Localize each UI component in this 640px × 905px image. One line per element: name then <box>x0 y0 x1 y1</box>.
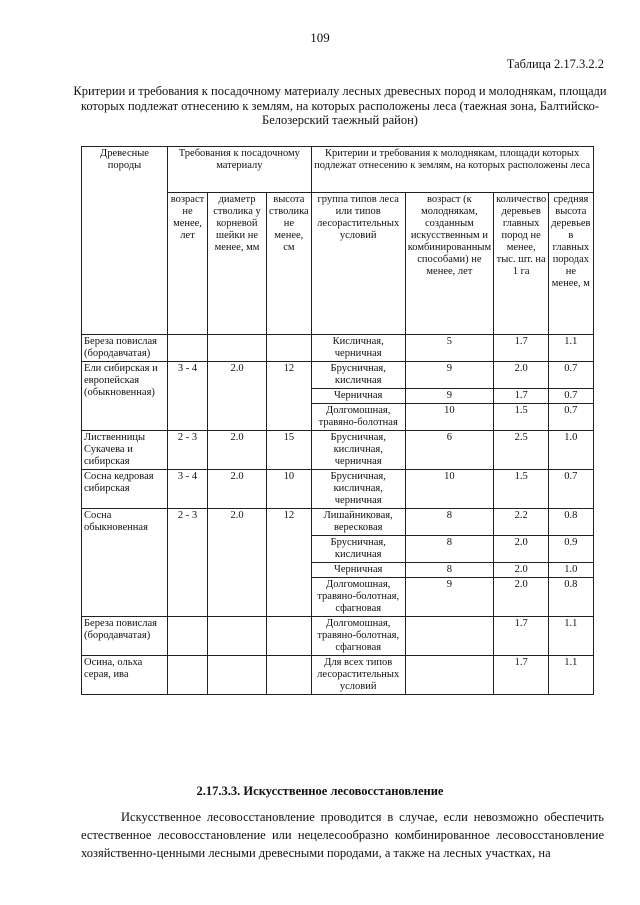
cell-diameter: 2.0 <box>208 431 267 470</box>
header-young-age: возраст (к молоднякам, созданным искусственным и комбинированным способами) не менее, лет <box>405 193 493 335</box>
cell-species: Сосна кедровая сибирская <box>82 470 168 509</box>
cell-age <box>168 617 208 656</box>
cell-forest-type: Брусничная, кисличная <box>311 362 405 389</box>
cell-avg-height: 1.1 <box>549 656 593 695</box>
cell-forest-type: Долгомошная, травяно-болотная, сфагновая <box>311 578 405 617</box>
header-young-stands: Критерии и требования к молоднякам, площади которых подлежат отнесению к землям, на которых расположены леса <box>311 147 593 193</box>
cell-avg-height: 0.9 <box>549 536 593 563</box>
header-species: Древесные породы <box>82 147 168 335</box>
cell-height <box>267 335 312 362</box>
table-row <box>82 431 594 470</box>
cell-tree-count: 1.7 <box>494 617 549 656</box>
header-forest-type: группа типов леса или типов лесорастительных условий <box>311 193 405 335</box>
cell-avg-height: 1.1 <box>549 335 593 362</box>
cell-avg-height: 1.0 <box>549 563 593 578</box>
cell-diameter <box>208 656 267 695</box>
table-row <box>82 335 594 362</box>
cell-species: Осина, ольха серая, ива <box>82 656 168 695</box>
table-caption: Критерии и требования к посадочному материалу лесных древесных пород и молоднякам, площади которых подлежат отнесению к землям, на которых расположены леса (таежная зона, Балтийско-Белозерский таежный район) <box>73 84 607 127</box>
table-number: Таблица 2.17.3.2.2 <box>506 57 604 71</box>
cell-forest-type: Брусничная, кисличная, черничная <box>311 431 405 470</box>
cell-age <box>168 656 208 695</box>
cell-tree-count: 2.0 <box>494 536 549 563</box>
header-avg-height: средняя высота деревьев в главных породах не менее, м <box>549 193 593 335</box>
cell-age <box>168 335 208 362</box>
cell-forest-type: Долгомошная, травяно-болотная <box>311 404 405 431</box>
cell-young-age: 8 <box>405 563 493 578</box>
cell-avg-height: 0.7 <box>549 470 593 509</box>
cell-young-age: 6 <box>405 431 493 470</box>
cell-tree-count: 2.5 <box>494 431 549 470</box>
cell-avg-height: 0.8 <box>549 578 593 617</box>
cell-forest-type: Для всех типов лесорастительных условий <box>311 656 405 695</box>
cell-age: 3 - 4 <box>168 362 208 431</box>
cell-avg-height: 0.7 <box>549 362 593 389</box>
cell-species: Ели сибирская и европейская (обыкновенная) <box>82 362 168 431</box>
cell-young-age: 8 <box>405 509 493 536</box>
cell-age: 3 - 4 <box>168 470 208 509</box>
cell-age: 2 - 3 <box>168 431 208 470</box>
table-row <box>82 656 594 695</box>
header-age: возраст не менее, лет <box>168 193 208 335</box>
cell-species: Лиственницы Сукачева и сибирская <box>82 431 168 470</box>
cell-height: 15 <box>267 431 312 470</box>
cell-tree-count: 1.7 <box>494 389 549 404</box>
cell-diameter: 2.0 <box>208 470 267 509</box>
cell-forest-type: Брусничная, кисличная, черничная <box>311 470 405 509</box>
table-row <box>82 509 594 536</box>
cell-diameter <box>208 335 267 362</box>
cell-species: Береза повислая (бородавчатая) <box>82 617 168 656</box>
header-height: высота стволика не менее, см <box>267 193 312 335</box>
table-row <box>82 617 594 656</box>
cell-height <box>267 656 312 695</box>
criteria-table <box>81 146 594 695</box>
cell-age: 2 - 3 <box>168 509 208 617</box>
cell-diameter <box>208 617 267 656</box>
cell-height: 12 <box>267 509 312 617</box>
cell-forest-type: Долгомошная, травяно-болотная, сфагновая <box>311 617 405 656</box>
cell-tree-count: 1.7 <box>494 656 549 695</box>
cell-young-age: 9 <box>405 362 493 389</box>
cell-forest-type: Черничная <box>311 389 405 404</box>
header-planting-material: Требования к посадочному материалу <box>168 147 312 193</box>
body-paragraph: Искусственное лесовосстановление проводится в случае, если невозможно обеспечить естественное лесовосстановление или нецелесообразно комбинированное лесовосстановление хозяйственно-ценными лесными древесными породами, а также на лесных участках, на <box>81 810 604 860</box>
header-diameter: диаметр стволика у корневой шейки не менее, мм <box>208 193 267 335</box>
cell-avg-height: 1.0 <box>549 431 593 470</box>
cell-young-age <box>405 656 493 695</box>
cell-height <box>267 617 312 656</box>
table-row <box>82 470 594 509</box>
table-row <box>82 362 594 389</box>
cell-avg-height: 0.8 <box>549 509 593 536</box>
cell-tree-count: 2.0 <box>494 563 549 578</box>
cell-diameter: 2.0 <box>208 509 267 617</box>
cell-avg-height: 0.7 <box>549 404 593 431</box>
cell-young-age: 9 <box>405 389 493 404</box>
cell-tree-count: 2.2 <box>494 509 549 536</box>
cell-species: Береза повислая (бородавчатая) <box>82 335 168 362</box>
cell-young-age: 9 <box>405 578 493 617</box>
cell-forest-type: Лишайниковая, вересковая <box>311 509 405 536</box>
cell-tree-count: 1.7 <box>494 335 549 362</box>
cell-tree-count: 2.0 <box>494 362 549 389</box>
header-tree-count: количество деревьев главных пород не менее, тыс. шт. на 1 га <box>494 193 549 335</box>
cell-forest-type: Брусничная, кисличная <box>311 536 405 563</box>
cell-young-age: 5 <box>405 335 493 362</box>
cell-young-age: 10 <box>405 470 493 509</box>
cell-young-age: 8 <box>405 536 493 563</box>
cell-avg-height: 0.7 <box>549 389 593 404</box>
page-number: 109 <box>310 30 330 45</box>
cell-species: Сосна обыкновенная <box>82 509 168 617</box>
cell-diameter: 2.0 <box>208 362 267 431</box>
cell-forest-type: Черничная <box>311 563 405 578</box>
cell-height: 12 <box>267 362 312 431</box>
cell-young-age: 10 <box>405 404 493 431</box>
cell-forest-type: Кисличная, черничная <box>311 335 405 362</box>
section-heading: 2.17.3.3. Искусственное лесовосстановление <box>196 784 444 798</box>
cell-avg-height: 1.1 <box>549 617 593 656</box>
cell-tree-count: 1.5 <box>494 404 549 431</box>
cell-tree-count: 1.5 <box>494 470 549 509</box>
cell-tree-count: 2.0 <box>494 578 549 617</box>
cell-young-age <box>405 617 493 656</box>
cell-height: 10 <box>267 470 312 509</box>
